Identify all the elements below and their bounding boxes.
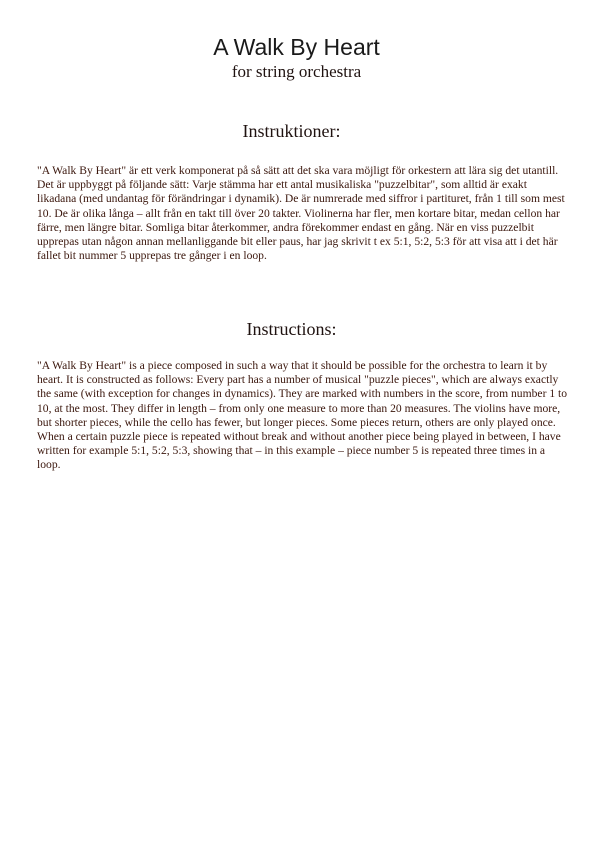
english-heading: Instructions: bbox=[246, 319, 337, 339]
document-subtitle: for string orchestra bbox=[231, 62, 362, 81]
swedish-paragraph: "A Walk By Heart" är ett verk komponerat på så sätt att det ska vara möjligt för orkestern att lära sig det utantill. Det är uppbyggt på följande sätt: Varje stämma har ett antal musikaliska "puzzelbitar", som alltid är exakt likadana (med undantag för förändringar i dynamik). De är numrerade med siffror i partituret, från 1 till som mest 10. De är olika långa – allt från en takt till över 20 takter. Violinerna har fler, men kortare bitar, medan cellon har färre, men längre bitar. Somliga bitar återkommer, andra förekommer endast en gång. När en viss puzzelbit upprepas utan någon annan mellanliggande bit eller paus, har jag skrivit t ex 5:1, 5:2, 5:3 för att visa att i det här fallet bit nummer 5 upprepas tre gånger i en loop. bbox=[37, 164, 565, 263]
swedish-heading: Instruktioner: bbox=[242, 121, 341, 141]
document-title: A Walk By Heart bbox=[213, 34, 380, 60]
english-paragraph: "A Walk By Heart" is a piece composed in such a way that it should be possible for the orchestra to learn it by heart. It is constructed as follows: Every part has a number of musical "puzzle pieces", which are always exactly the same (with exception for changes in dynamics). They are marked with numbers in the score, from number 1 to 10, at the most. They differ in length – from only one measure to more than 20 measures. The violins have more, but shorter pieces, while the cello has fewer, but longer pieces. Some pieces return, others are only played once. When a certain puzzle piece is repeated without break and without another piece being played in between, I have written for example 5:1, 5:2, 5:3, showing that – in this example – piece number 5 is repeated three times in a loop. bbox=[37, 359, 568, 472]
